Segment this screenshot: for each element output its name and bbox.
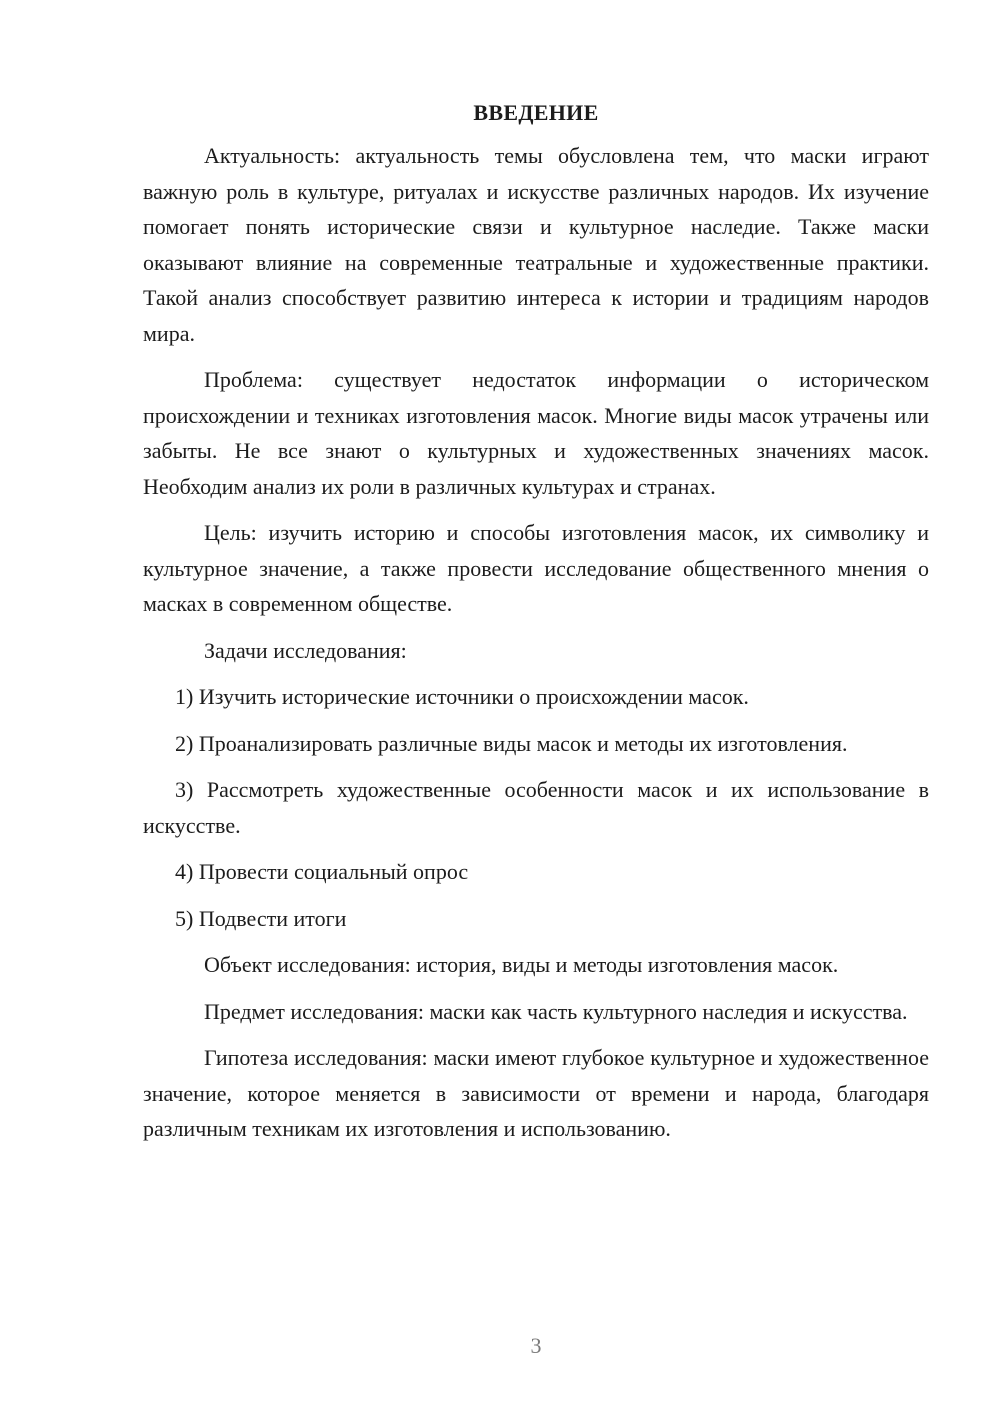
tasks-title: Задачи исследования: [204,637,407,663]
subject-paragraph: Предмет исследования: маски как часть культурного наследия и искусства. [204,998,908,1024]
task-item-3: 3) Рассмотреть художественные особенности масок и их использование в искусстве. [143,777,929,838]
goal-paragraph: Цель: изучить историю и способы изготовления масок, их символику и культурное значение, а также провести исследование общественного мнения о масках в современном обществе. [143,520,929,616]
task-item-4: 4) Провести социальный опрос [175,859,469,884]
page-number: 3 [530,1333,542,1358]
page-content [143,95,929,1158]
hypothesis-paragraph: Гипотеза исследования: маски имеют глубокое культурное и художественное значение, которое меняется в зависимости от времени и народа, благодаря различным техникам их изготовления и использованию. [143,1045,929,1141]
task-item-2: 2) Проанализировать различные виды масок и методы их изготовления. [175,730,848,756]
object-paragraph: Объект исследования: история, виды и методы изготовления масок. [204,952,839,977]
problem-paragraph: Проблема: существует недостаток информации о историческом происхождении и техниках изготовления масок. Многие виды масок утрачены или забыты. Не все знают о культурных и художественных значениях масок. Необходим анализ их роли в различных культурах и странах. [143,367,929,499]
relevance-paragraph: Актуальность: актуальность темы обусловлена тем, что маски играют важную роль в культуре, ритуалах и искусстве различных народов. Их изучение помогает понять исторические связи и культурное наследие. Также маски оказывают влияние на современные театральные и художественные практики. Такой анализ способствует развитию интереса к истории и традициям народов мира. [143,143,929,346]
task-item-1: 1) Изучить исторические источники о происхождении масок. [175,684,749,709]
section-heading: ВВЕДЕНИЕ [473,100,599,125]
task-item-5: 5) Подвести итоги [175,905,347,931]
